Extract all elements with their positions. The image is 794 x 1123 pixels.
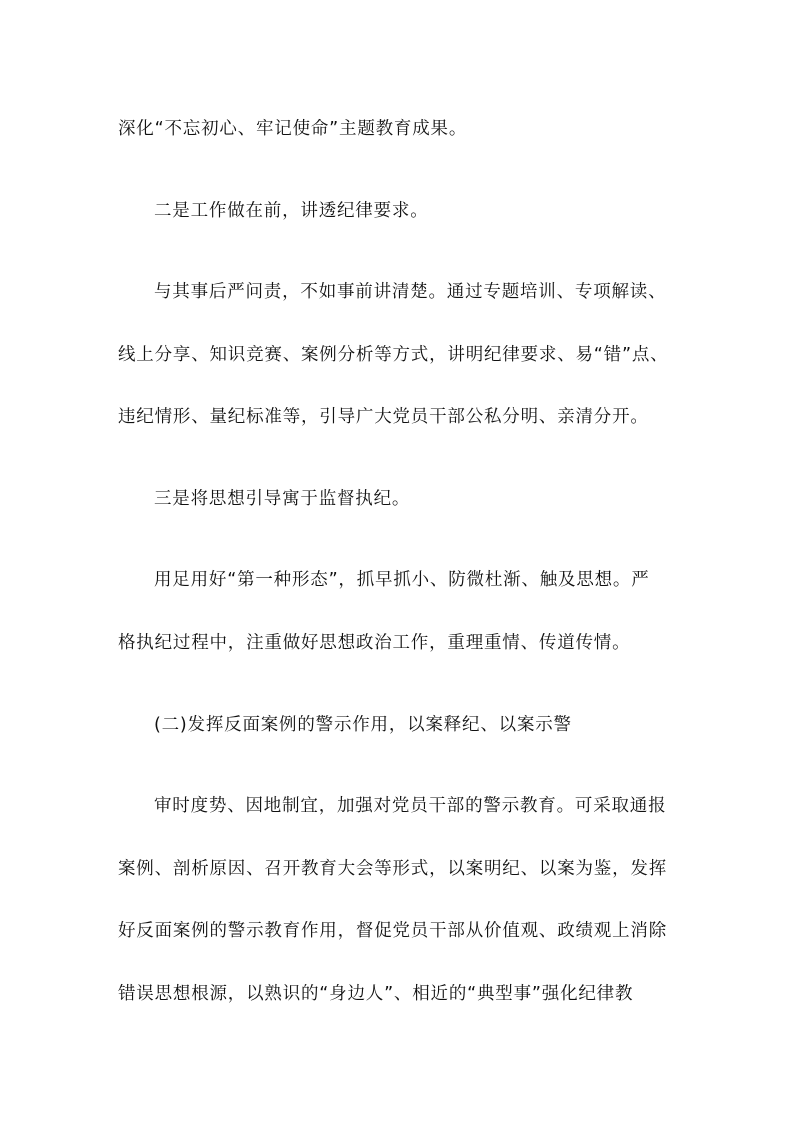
section-heading: 二是工作做在前，讲透纪律要求。 bbox=[154, 201, 429, 221]
paragraph-line: 线上分享、知识竞赛、案例分析等方式，讲明纪律要求、易“错”点、 bbox=[118, 345, 669, 365]
paragraph-line: 用足用好“第一种形态”，抓早抓小、防微杜渐、触及思想。严 bbox=[154, 570, 650, 590]
section-heading: 三是将思想引导寓于监督执纪。 bbox=[154, 489, 411, 509]
paragraph-line: 好反面案例的警示教育作用，督促党员干部从价值观、政绩观上消除 bbox=[118, 921, 667, 941]
section-heading: (二)发挥反面案例的警示作用，以案释纪、以案示警 bbox=[154, 715, 572, 735]
paragraph-line: 深化“不忘初心、牢记使命”主题教育成果。 bbox=[118, 119, 468, 139]
paragraph-line: 错误思想根源，以熟识的“身边人”、相近的“典型事”强化纪律教 bbox=[118, 984, 634, 1004]
paragraph-line: 与其事后严问责，不如事前讲清楚。通过专题培训、专项解读、 bbox=[154, 282, 667, 302]
paragraph-line: 违纪情形、量纪标准等，引导广大党员干部公私分明、亲清分开。 bbox=[118, 407, 649, 427]
paragraph-line: 案例、剖析原因、召开教育大会等形式，以案明纪、以案为鉴，发挥 bbox=[118, 859, 667, 879]
paragraph-line: 审时度势、因地制宜，加强对党员干部的警示教育。可采取通报 bbox=[154, 796, 667, 816]
paragraph-line: 格执纪过程中，注重做好思想政治工作，重理重情、传道传情。 bbox=[118, 633, 631, 653]
